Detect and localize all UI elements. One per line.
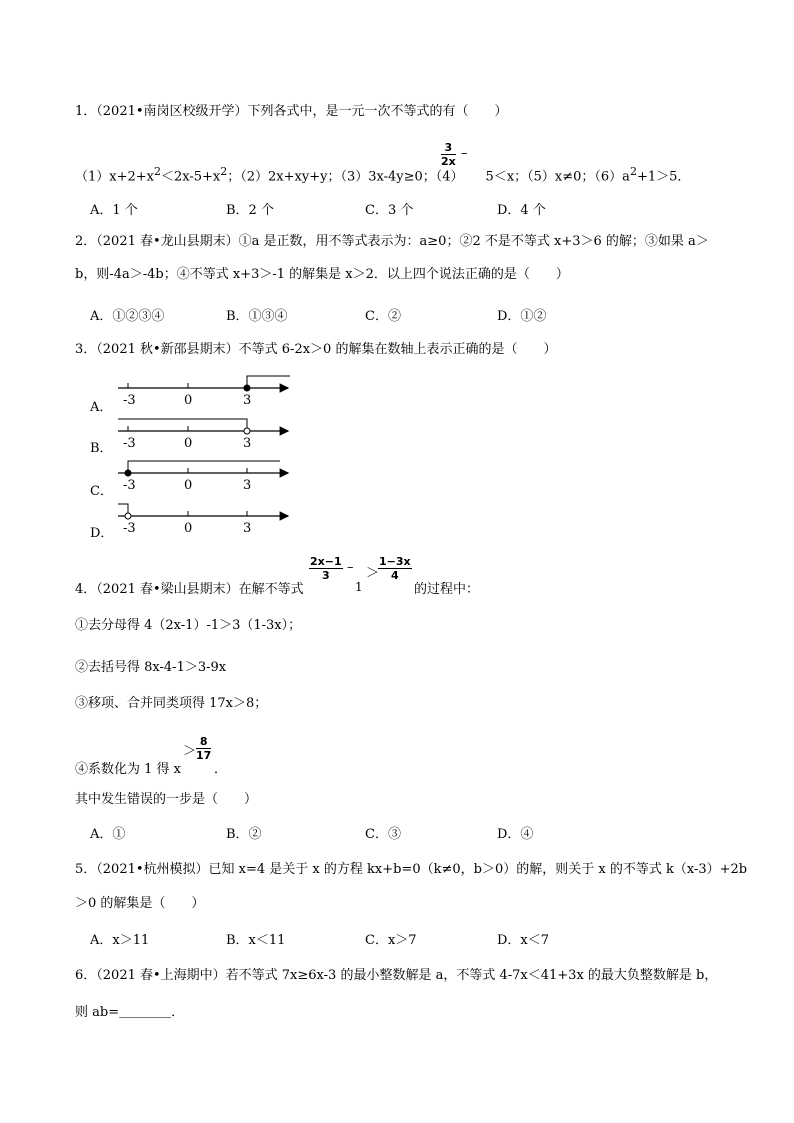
q1-frac-num: 3: [441, 141, 456, 155]
q4-option-b[interactable]: B．②: [226, 827, 262, 842]
q5-option-c[interactable]: C．x＞7: [365, 933, 417, 948]
q4-gt: ＞: [366, 566, 380, 581]
q3-c-tick-3: 3: [243, 478, 252, 493]
q4-stem-post: 的过程中：: [414, 582, 480, 597]
q4-option-c[interactable]: C．③: [365, 827, 401, 842]
q3-number-line-c: [118, 461, 288, 493]
q4-fraction-1: [309, 555, 343, 582]
q1-option-a[interactable]: A．1 个: [90, 203, 138, 218]
q3-number-line-d: [118, 504, 288, 536]
q5-option-d[interactable]: D．x＜7: [497, 933, 550, 948]
q3-stem: 3．（2021 秋•新邵县期末）不等式 6-2x＞0 的解集在数轴上表示正确的是（ ）: [75, 342, 557, 357]
q2-line1: 2．（2021 春•龙山县期末）①a 是正数，用不等式表示为：a≥0；②2 不是不等式 x+3＞6 的解；③如果 a＞: [75, 234, 709, 249]
q5-option-a[interactable]: A．x＞11: [90, 933, 150, 948]
q3-b-tick-neg3: -3: [123, 436, 136, 451]
q2-line2: b，则-4a＞-4b；④不等式 x+3＞-1 的解集是 x＞2．以上四个说法正确的是（ ）: [75, 267, 569, 282]
q3-option-b-letter[interactable]: B．: [90, 441, 113, 456]
q3-b-tick-3: 3: [243, 436, 252, 451]
q3-option-c-letter[interactable]: C．: [90, 484, 113, 499]
q3-c-tick-0: 0: [184, 478, 193, 493]
q3-b-tick-0: 0: [184, 436, 193, 451]
q4-step1: ①去分母得 4（2x-1）-1＞3（1-3x）；: [75, 618, 302, 633]
q4-f1-num: 2x−1: [310, 555, 342, 568]
q4-step2: ②去括号得 8x-4-1＞3-9x: [75, 660, 227, 675]
q4-fraction-3: [196, 735, 211, 762]
q4-step3: ③移项、合并同类项得 17x＞8；: [75, 696, 268, 711]
q4-option-a[interactable]: A．①: [90, 827, 126, 842]
q5-options: [90, 929, 690, 948]
q1-stem: 1．（2021•南岗区校级开学）下列各式中，是一元一次不等式的有（ ）: [75, 104, 508, 119]
q1-expr-part2: ＜2x-5+x: [161, 169, 221, 185]
q4-f2-den: 4: [390, 569, 399, 582]
q4-options: [90, 823, 690, 842]
q1-minus: –: [461, 146, 468, 161]
q1-exp2: 2: [220, 165, 228, 178]
q1-expr-part1: （1）x+2+x: [75, 169, 154, 185]
q4-question: 其中发生错误的一步是（ ）: [75, 792, 258, 807]
q3-option-d-letter[interactable]: D．: [90, 526, 114, 541]
q3-number-line-b: [118, 419, 288, 451]
q4-step4-pre: ④系数化为 1 得 x: [75, 762, 181, 777]
q2-option-b[interactable]: B．①③④: [226, 309, 288, 324]
q3-number-lines: [110, 372, 300, 544]
q4-f3-den: 17: [196, 749, 212, 762]
q4-f2-num: 1−3x: [379, 555, 411, 568]
q4-f3-num: 8: [196, 735, 211, 749]
q1-exp3: 2: [629, 165, 637, 178]
q3-a-tick-neg3: -3: [123, 393, 136, 408]
q4-option-d[interactable]: D．④: [497, 827, 534, 842]
q1-expr-part3: ；（2）2x+xy+y；（3）3x-4y≥0；（4）: [227, 169, 464, 185]
q2-option-d[interactable]: D．①②: [497, 309, 547, 324]
q4-step4-gt: ＞: [183, 744, 197, 759]
q1-expressions: [75, 164, 690, 185]
q2-option-a[interactable]: A．①②③④: [90, 309, 165, 324]
q3-a-tick-3: 3: [243, 393, 252, 408]
q5-line2: ＞0 的解集是（ ）: [75, 896, 205, 911]
q1-option-b[interactable]: B．2 个: [226, 203, 274, 218]
q1-option-c[interactable]: C．3 个: [365, 203, 414, 218]
q1-option-d[interactable]: D．4 个: [497, 203, 546, 218]
q4-stem-pre: 4．（2021 春•梁山县期末）在解不等式: [75, 582, 304, 597]
q3-a-tick-0: 0: [184, 393, 193, 408]
q2-options: [90, 305, 690, 324]
q1-expr-part4: 5＜x；（5）x≠0；（6）a: [485, 169, 630, 185]
q3-c-tick-neg3: -3: [123, 478, 136, 493]
q3-d-tick-0: 0: [184, 521, 193, 536]
q6-line2: 则 ab=＿＿＿＿．: [75, 1005, 185, 1020]
q4-one: 1: [355, 580, 363, 594]
q4-f1-den: 3: [321, 569, 330, 582]
q3-number-line-a: [118, 376, 290, 408]
q3-option-a-letter[interactable]: A．: [90, 400, 113, 415]
q3-d-tick-3: 3: [243, 521, 252, 536]
q4-step4-post: ．: [214, 762, 228, 777]
q4-minus: –: [347, 560, 354, 575]
q5-option-b[interactable]: B．x＜11: [226, 933, 286, 948]
q1-expr-part5: +1＞5．: [636, 169, 691, 185]
q3-d-tick-neg3: -3: [123, 521, 136, 536]
q1-frac-den: 2x: [441, 155, 456, 168]
q1-options: [90, 199, 690, 218]
q1-exp1: 2: [154, 165, 161, 178]
q6-line1: 6．（2021 春•上海期中）若不等式 7x≥6x-3 的最小整数解是 a，不等式 4-7x＜41+3x 的最大负整数解是 b，: [75, 968, 718, 983]
q4-fraction-2: [378, 555, 412, 582]
q2-option-c[interactable]: C．②: [365, 309, 401, 324]
q5-line1: 5．（2021•杭州模拟）已知 x=4 是关于 x 的方程 kx+b=0（k≠0，b＞0）的解，则关于 x 的不等式 k（x-3）+2b: [75, 862, 748, 877]
